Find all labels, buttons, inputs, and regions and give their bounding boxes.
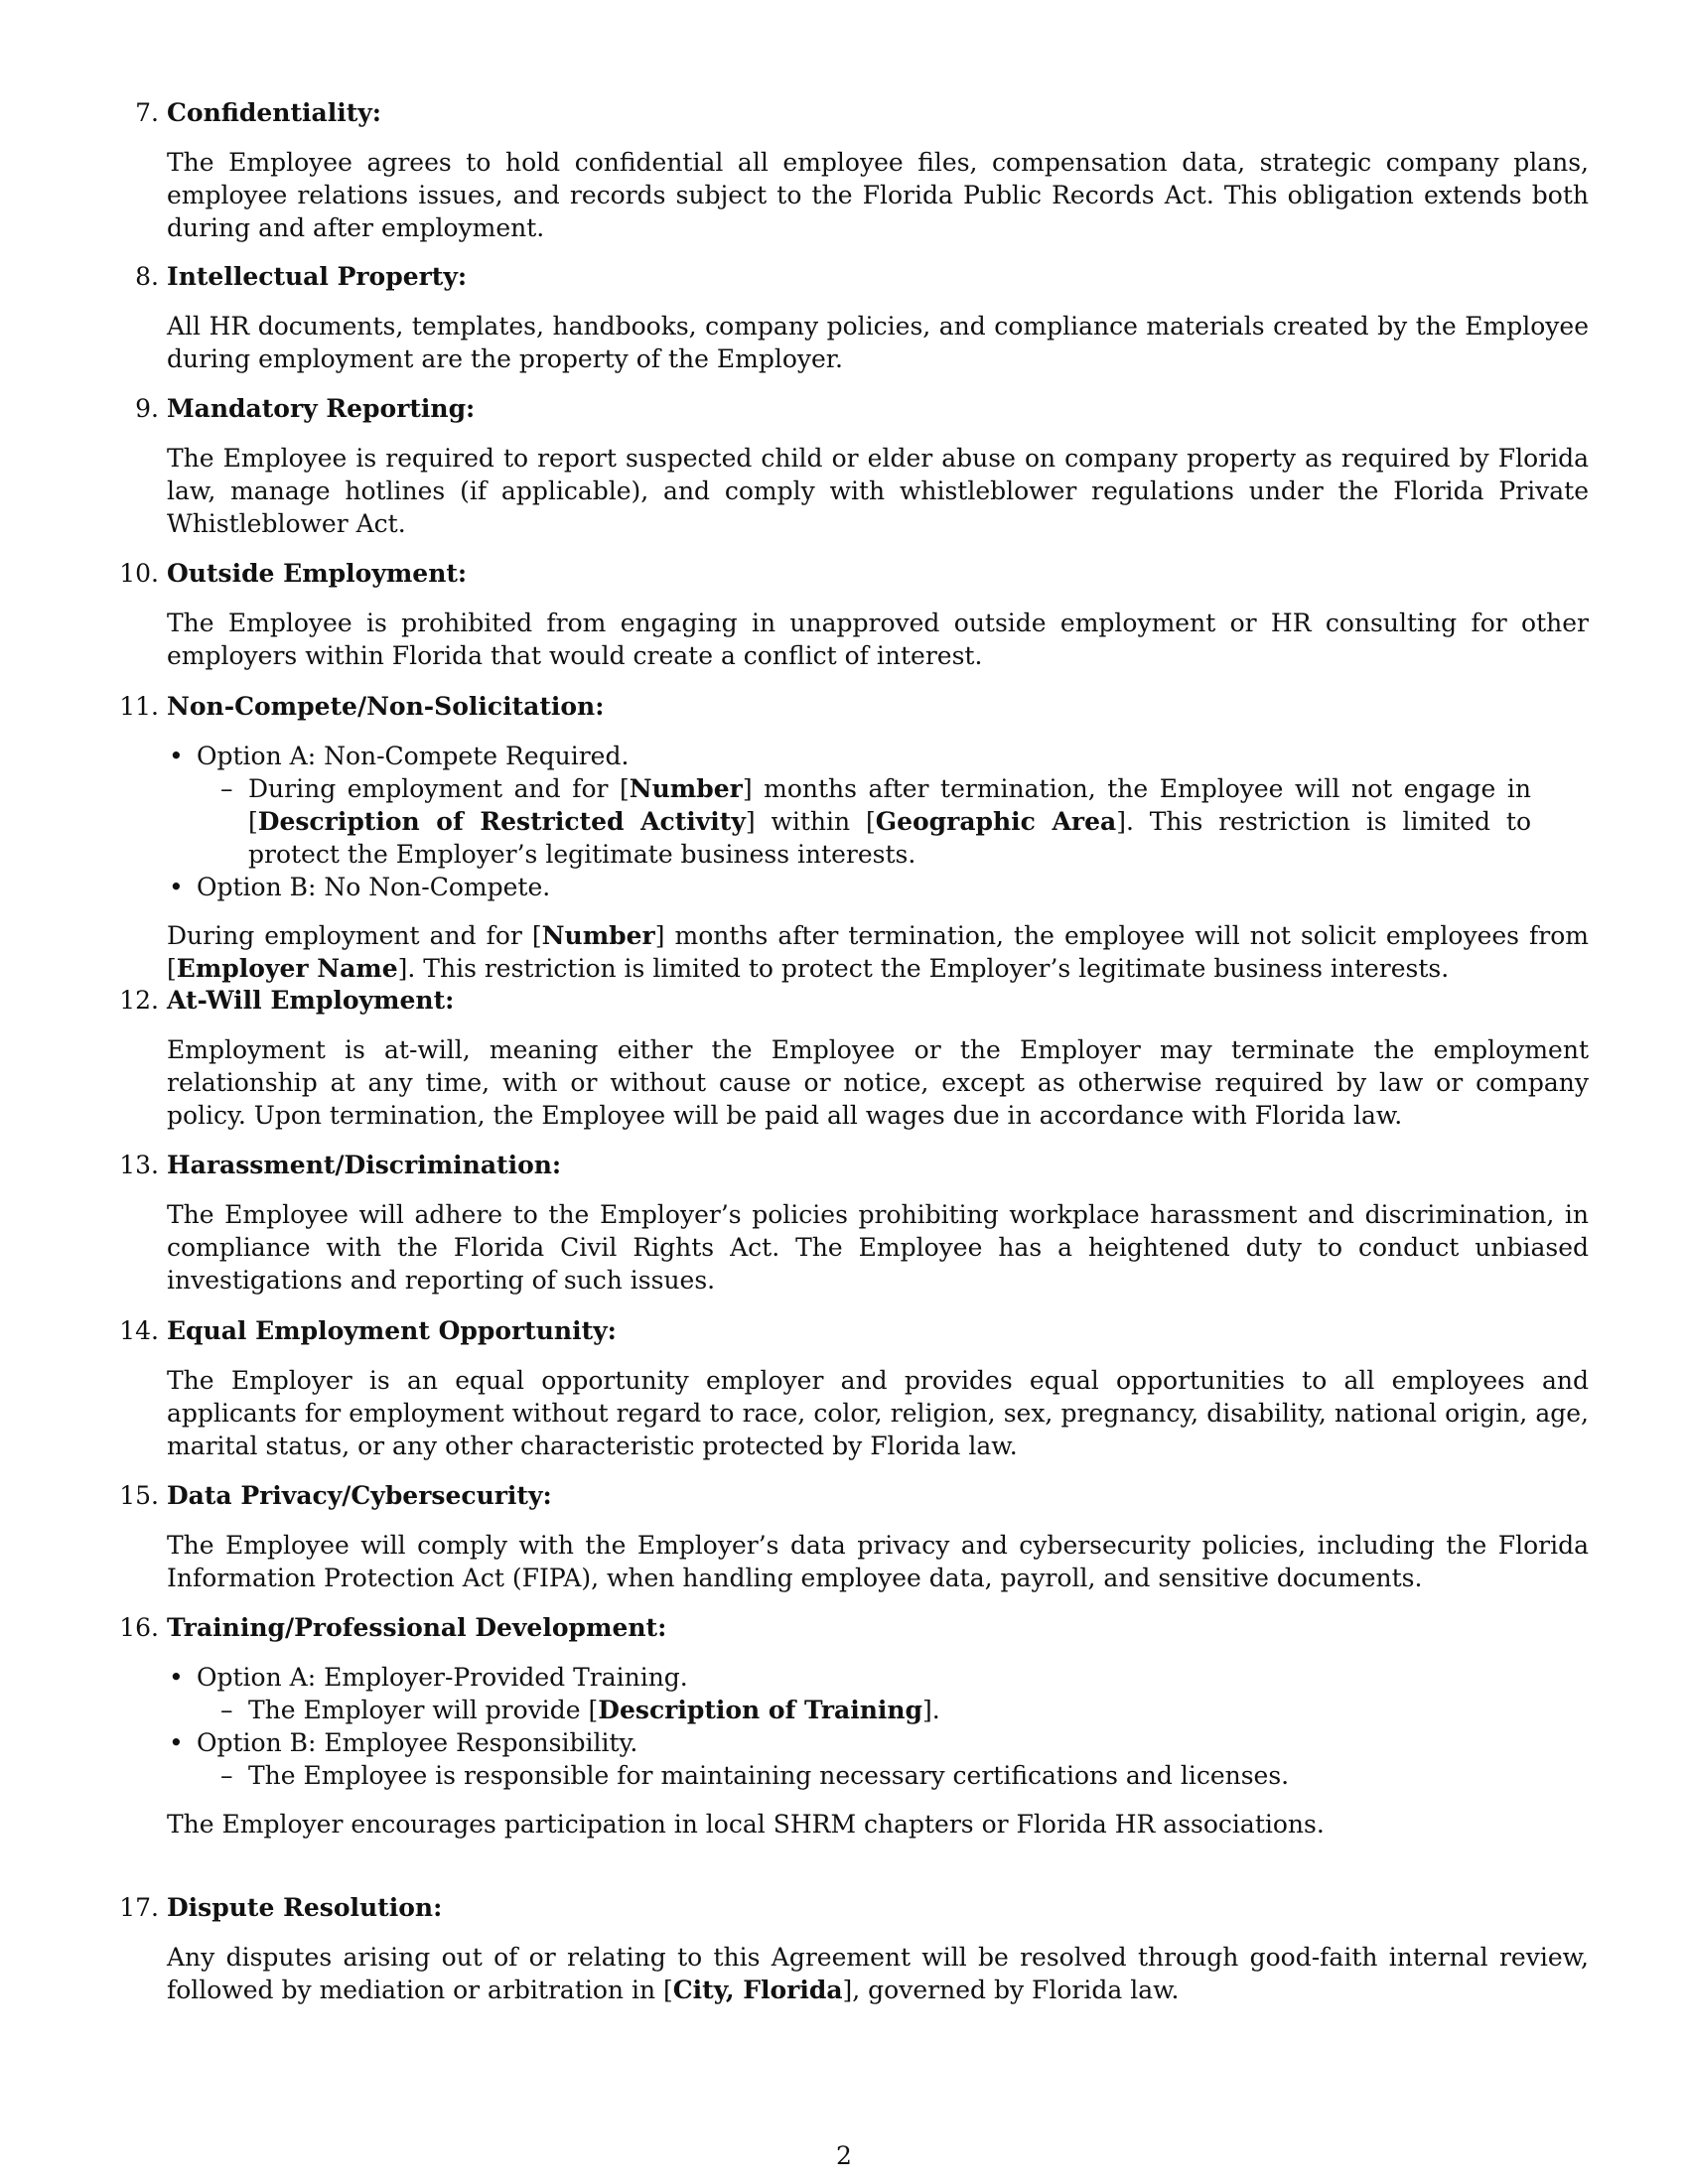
bullet-dot-icon: • [169, 742, 184, 770]
option-a-detail: – During employment and for [Number] months after termination, the Employee will not engage in [Description of Restricted Activity] within [Geographic Area]. This restriction is limited to protect the Employer’s legitimate business interests. [220, 774, 1531, 869]
section-title: Data Privacy/Cybersecurity: [167, 1481, 552, 1510]
section-body: The Employer is an equal opportunity employer and provides equal opportunities to all employees and applicants for employment without regard to race, color, religion, sex, pregnancy, disability, national origin, age, marital status, or any other characteristic protected by Florida law. [167, 1366, 1589, 1460]
placeholder-employer-name: Employer Name [176, 954, 398, 983]
section-body: The Employee agrees to hold confidential all employee files, compensation data, strategic company plans, employee relations issues, and records subject to the Florida Public Records Act. This obligation extends both during and after employment. [167, 148, 1589, 242]
non-solicitation-body: During employment and for [Number] months after termination, the employee will not solicit employees from [Employer Name]. This restriction is limited to protect the Employer’s legitimate business interests. [167, 921, 1589, 983]
section-title: Equal Employment Opportunity: [167, 1316, 617, 1345]
section-body: Any disputes arising out of or relating to this Agreement will be resolved through good-faith internal review, followed by mediation or arbitration in [City, Florida], governed by Florida law. [167, 1943, 1589, 2004]
section-title: Intellectual Property: [167, 262, 468, 291]
section-body: The Employee is prohibited from engaging in unapproved outside employment or HR consulting for other employers within Florida that would create a conflict of interest. [167, 609, 1589, 670]
section-title: Confidentiality: [167, 98, 382, 127]
option-b-bullet: • Option B: Employee Responsibility. [169, 1728, 638, 1757]
section-body: The Employee will comply with the Employer’s data privacy and cybersecurity policies, including the Florida Information Protection Act (FIPA), when handling employee data, payroll, and sensitive documents. [167, 1531, 1589, 1592]
section-number: 14. [119, 1316, 159, 1345]
section-number: 8. [135, 262, 159, 291]
section-number: 15. [119, 1481, 159, 1510]
section-title: Harassment/Discrimination: [167, 1151, 562, 1179]
section-title: Training/Professional Development: [167, 1613, 667, 1642]
section-number: 11. [119, 692, 159, 721]
section-number: 12. [119, 986, 159, 1015]
section-body: Employment is at-will, meaning either the Employee or the Employer may terminate the employment relationship at any time, with or without cause or notice, except as otherwise required by law or company policy. Upon termination, the Employee will be paid all wages due in accordance with Florida law. [167, 1035, 1589, 1130]
section-title: Outside Employment: [167, 559, 468, 588]
section-number: 17. [119, 1893, 159, 1922]
section-body: The Employee is required to report suspected child or elder abuse on company property as required by Florida law, manage hotlines (if applicable), and comply with whistleblower regulations under the Florida Private Whistleblower Act. [167, 444, 1589, 538]
dash-icon: – [220, 774, 233, 803]
placeholder-city-florida: City, Florida [672, 1976, 843, 2004]
option-a-bullet: • Option A: Employer-Provided Training. [169, 1663, 688, 1692]
bullet-dot-icon: • [169, 873, 184, 901]
section-number: 7. [135, 98, 159, 127]
section-title: At-Will Employment: [167, 986, 455, 1015]
section-number: 16. [119, 1613, 159, 1642]
section-title: Mandatory Reporting: [167, 394, 476, 423]
placeholder-description-of-training: Description of Training [598, 1696, 923, 1724]
placeholder-geographic-area: Geographic Area [875, 807, 1117, 836]
section-number: 13. [119, 1151, 159, 1179]
option-b-bullet: • Option B: No Non-Compete. [169, 873, 551, 901]
bullet-dot-icon: • [169, 1728, 184, 1757]
page-number: 2 [836, 2141, 852, 2170]
training-closing: The Employer encourages participation in local SHRM chapters or Florida HR associations. [167, 1810, 1325, 1839]
placeholder-restricted-activity: Description of Restricted Activity [257, 807, 746, 836]
section-title: Dispute Resolution: [167, 1893, 443, 1922]
section-body: The Employee will adhere to the Employer’s policies prohibiting workplace harassment and discrimination, in compliance with the Florida Civil Rights Act. The Employee has a heightened duty to conduct unbiased investigations and reporting of such issues. [167, 1200, 1589, 1295]
dash-icon: – [220, 1696, 233, 1724]
section-number: 9. [135, 394, 159, 423]
option-b-detail: – The Employee is responsible for maintaining necessary certifications and licenses. [220, 1761, 1290, 1790]
bullet-dot-icon: • [169, 1663, 184, 1692]
section-title: Non-Compete/Non-Solicitation: [167, 692, 605, 721]
section-number: 10. [119, 559, 159, 588]
dash-icon: – [220, 1761, 233, 1790]
placeholder-number: Number [541, 921, 655, 950]
option-a-detail: – The Employer will provide [Description of Training]. [220, 1696, 940, 1724]
placeholder-number: Number [629, 774, 743, 803]
option-a-bullet: • Option A: Non-Compete Required. [169, 742, 630, 770]
section-body: All HR documents, templates, handbooks, company policies, and compliance materials created by the Employee during employment are the property of the Employer. [167, 312, 1589, 373]
